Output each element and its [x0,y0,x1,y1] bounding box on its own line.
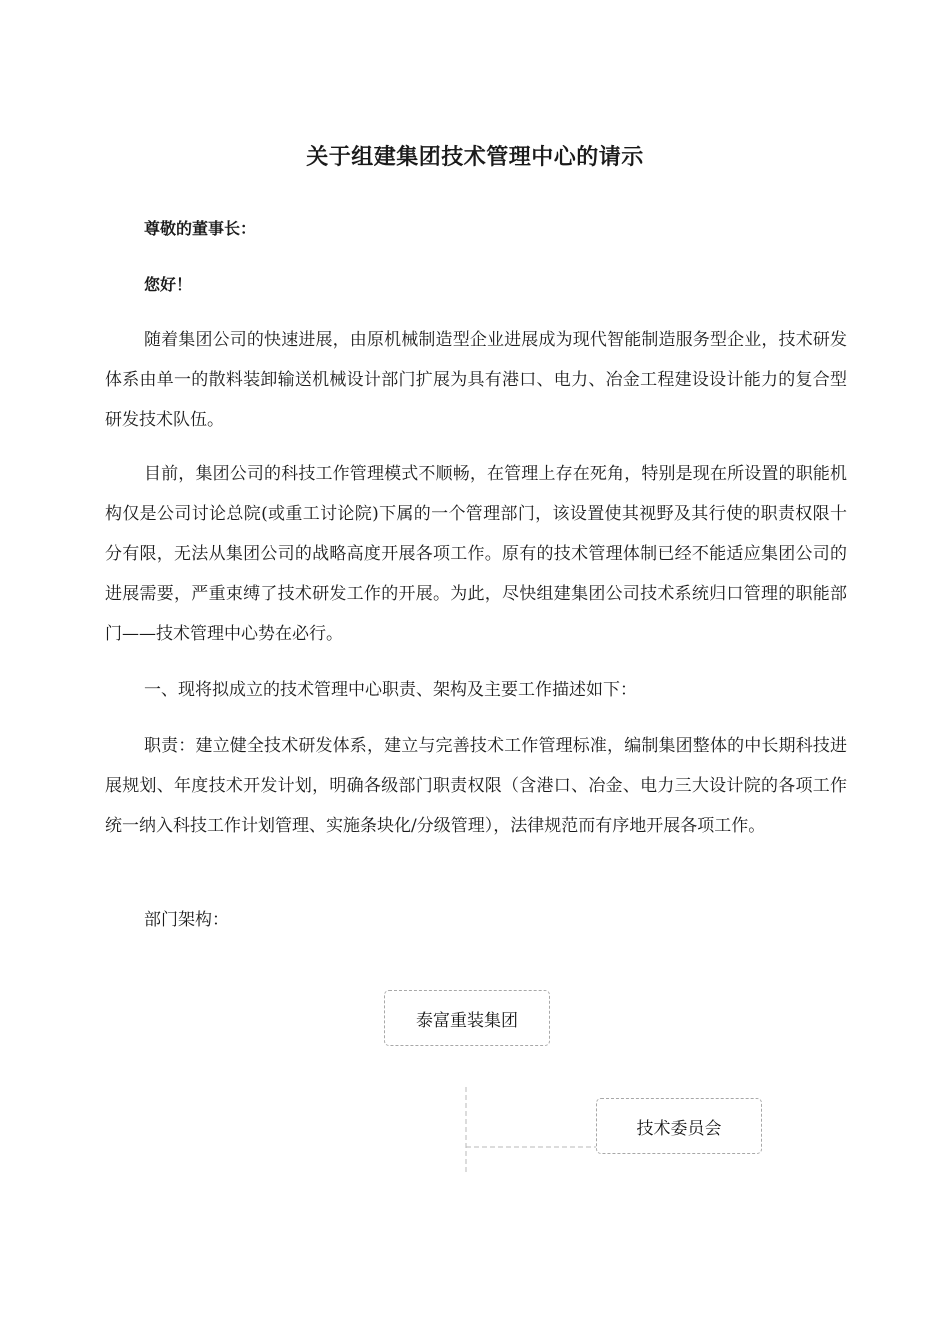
greeting: 您好！ [144,275,193,294]
paragraph-section-one-heading: 一、现将拟成立的技术管理中心职责、架构及主要工作描述如下： [144,680,637,700]
org-node-technical-committee-label: 技术委员会 [636,1118,722,1139]
paragraph-current-status: 目前，集团公司的科技工作管理模式不顺畅，在管理上存在死角，特别是现在所设置的职能机构仅是公司讨论总院(或重工讨论院)下属的一个管理部门，该设置使其视野及其行使的职责权限十分有限，无法从集团公司的战略高度开展各项工作。原有的技术管理体制已经不能适应集团公司的进展需要，严重束缚了技术研发工作的开展。为此，尽快组建集团公司技术系统归口管理的职能部门——技术管理中心势在必行。 [105,464,847,644]
paragraph-org-structure-label: 部门架构： [144,910,229,930]
document-title: 关于组建集团技术管理中心的请示 [306,145,644,170]
salutation: 尊敬的董事长： [144,219,257,238]
org-node-technical-committee [596,1098,762,1154]
org-node-group [384,990,550,1046]
paragraph-background: 随着集团公司的快速进展，由原机械制造型企业进展成为现代智能制造服务型企业，技术研发体系由单一的散料装卸输送机械设计部门扩展为具有港口、电力、冶金工程建设设计能力的复合型研发技术队伍。 [105,330,847,430]
org-node-group-label: 泰富重装集团 [416,1010,518,1031]
paragraph-responsibilities: 职责：建立健全技术研发体系，建立与完善技术工作管理标准，编制集团整体的中长期科技进展规划、年度技术开发计划，明确各级部门职责权限（含港口、冶金、电力三大设计院的各项工作统一纳入科技工作计划管理、实施条块化/分级管理），法律规范而有序地开展各项工作。 [105,736,847,836]
